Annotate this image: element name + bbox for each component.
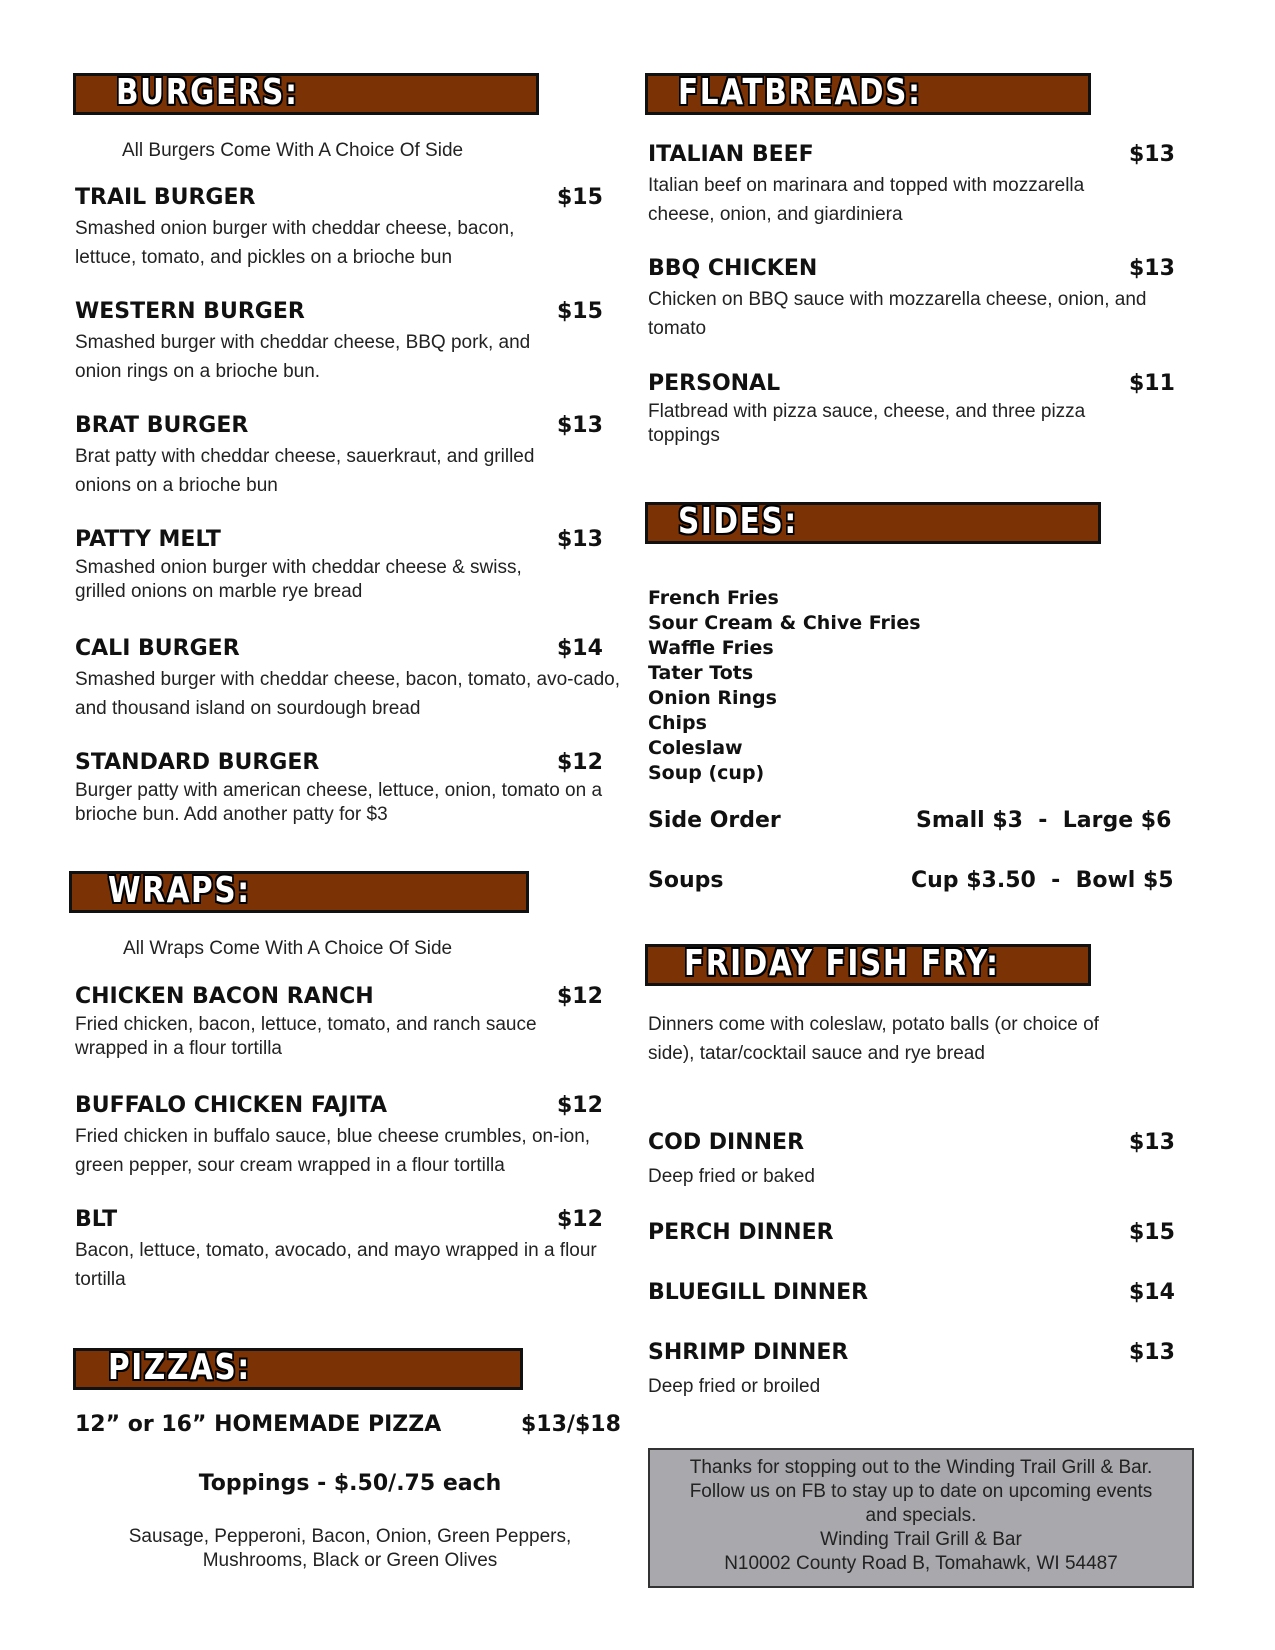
flatbreads-banner bbox=[645, 73, 1091, 115]
soups-label: Soups bbox=[648, 868, 724, 893]
list-item: Waffle Fries bbox=[648, 637, 774, 659]
side-order-label: Side Order bbox=[648, 808, 781, 833]
burgers-banner bbox=[73, 73, 539, 115]
pizzas-banner bbox=[73, 1348, 523, 1390]
fish-fry-heading: FRIDAY FISH FRY: bbox=[684, 943, 1000, 984]
wraps-note: All Wraps Come With A Choice Of Side bbox=[123, 938, 453, 959]
fish-fry-note: Dinners come with coleslaw, potato balls (or choice of side), tatar/cocktail sauce and rye bread bbox=[648, 1014, 1099, 1064]
list-item: Tater Tots bbox=[648, 662, 754, 684]
pizza-name: 12” or 16” HOMEMADE PIZZA bbox=[75, 1412, 442, 1437]
footer-line: Thanks for stopping out to the Winding Trail Grill & Bar. bbox=[689, 1457, 1153, 1478]
fish-fry-banner bbox=[645, 944, 1091, 986]
pizza-price: $13/$18 bbox=[521, 1412, 621, 1437]
list-item: Sour Cream & Chive Fries bbox=[648, 612, 921, 634]
soups-price: Cup $3.50 - Bowl $5 bbox=[911, 868, 1174, 893]
burgers-heading: BURGERS: bbox=[116, 72, 299, 113]
list-item: Soup (cup) bbox=[648, 762, 765, 784]
footer-box bbox=[648, 1448, 1194, 1588]
sides-heading: SIDES: bbox=[678, 501, 798, 542]
toppings-list-line1: Sausage, Pepperoni, Bacon, Onion, Green Peppers, bbox=[128, 1526, 572, 1547]
list-item: Coleslaw bbox=[648, 737, 743, 759]
list-item: Chips bbox=[648, 712, 707, 734]
list-item: French Fries bbox=[648, 587, 779, 609]
sides-banner bbox=[645, 502, 1101, 544]
list-item: Onion Rings bbox=[648, 687, 777, 709]
side-order-price: Small $3 - Large $6 bbox=[916, 808, 1172, 833]
flatbreads-heading: FLATBREADS: bbox=[678, 72, 922, 113]
footer-line: Winding Trail Grill & Bar bbox=[820, 1529, 1022, 1550]
burgers-note: All Burgers Come With A Choice Of Side bbox=[122, 140, 464, 161]
wraps-banner bbox=[69, 871, 529, 913]
sides-list bbox=[648, 586, 921, 786]
toppings-list-line2: Mushrooms, Black or Green Olives bbox=[202, 1550, 498, 1571]
footer-line: Follow us on FB to stay up to date on upcoming events bbox=[689, 1481, 1153, 1502]
toppings-label: Toppings - $.50/.75 each bbox=[198, 1471, 502, 1496]
footer-line: and specials. bbox=[865, 1505, 977, 1526]
wraps-heading: WRAPS: bbox=[108, 870, 251, 911]
footer-line: N10002 County Road B, Tomahawk, WI 54487 bbox=[724, 1553, 1118, 1574]
pizzas-heading: PIZZAS: bbox=[108, 1347, 251, 1388]
